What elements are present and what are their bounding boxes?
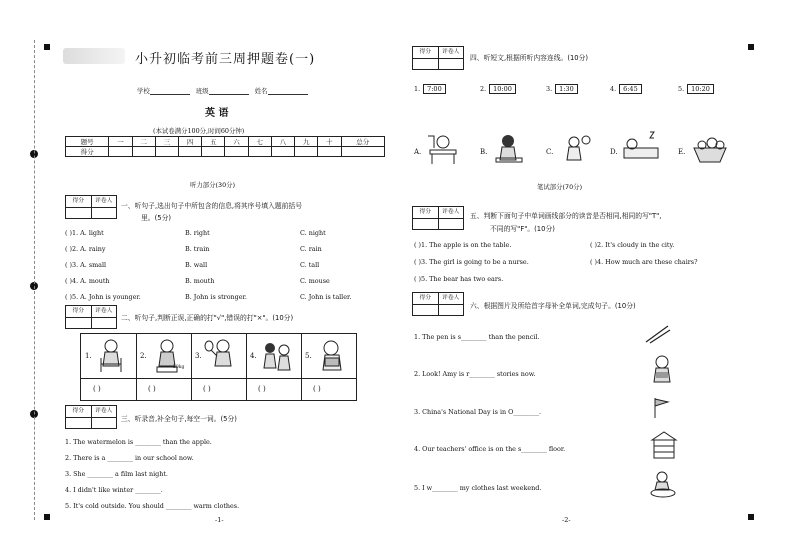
score-cell[interactable] (341, 147, 384, 157)
class-label: 班级 (195, 87, 209, 95)
grader-score-label: 得分 (413, 207, 439, 218)
q2-heading: 二、听句子,判断正误,正确的打"√",错误的打"×"。(10分) (121, 314, 294, 322)
weight-label: 50kg (173, 365, 185, 370)
q5-item[interactable]: ( )2. It's cloudy in the city. (590, 241, 675, 249)
score-header: 五 (202, 137, 225, 147)
listening-section-title: 听力部分(30分) (190, 181, 236, 189)
q3-item[interactable]: 5. It's cold outside. You should ________ warm clothes. (65, 502, 240, 510)
q6-item[interactable]: 2. Look! Amy is r________ stories now. (414, 370, 536, 378)
washing-clothes-icon (648, 470, 678, 498)
time-box: 7:00 (423, 84, 446, 94)
score-header-row (66, 137, 385, 147)
q6-item[interactable]: 5. I w________ my clothes last weekend. (414, 484, 542, 492)
score-header: 七 (248, 137, 271, 147)
q1-item: ( )2. A. rainy (65, 245, 106, 253)
score-header: 三 (155, 137, 178, 147)
school-label: 学校 (137, 87, 150, 95)
q4-time-item: 4. 6:45 (610, 84, 642, 94)
grader-reviewer-label: 评卷人 (95, 408, 113, 414)
q1-option-b: B. train (185, 245, 210, 253)
score-row (66, 147, 385, 157)
score-cell[interactable] (225, 147, 248, 157)
q1-option-c: C. John is taller. (300, 293, 352, 301)
q1-item: ( )4. A. mouth (65, 277, 110, 285)
q6-item[interactable]: 4. Our teachers' office is on the s________ floor. (414, 445, 566, 453)
q2-num: 3. (195, 352, 202, 360)
q4-time-item: 2. 10:00 (480, 84, 516, 94)
score-header: 十 (318, 137, 341, 147)
score-cell[interactable] (155, 147, 178, 157)
score-header: 题号 (66, 137, 109, 147)
grader-score-label: 得分 (66, 406, 92, 417)
grader-reviewer-label: 评卷人 (95, 308, 113, 314)
q1-option-c: C. mouse (300, 277, 330, 285)
grader-reviewer-label: 评卷人 (442, 49, 460, 55)
q2-num: 5. (305, 352, 312, 360)
score-header: 六 (225, 137, 248, 147)
q1-option-c: C. tall (300, 261, 320, 269)
score-cell[interactable] (202, 147, 225, 157)
desk-study-icon (426, 132, 460, 166)
q4-time-item: 1. 7:00 (414, 84, 446, 94)
q5-item[interactable]: ( )4. How much are these chairs? (590, 258, 698, 266)
score-header: 八 (271, 137, 294, 147)
q5-item[interactable]: ( )3. The girl is going to be a nurse. (414, 258, 529, 266)
q2-num: 1. (85, 352, 92, 360)
score-row-label: 得分 (66, 147, 109, 157)
corner-marker (44, 44, 50, 50)
grader-reviewer-label: 评卷人 (95, 198, 113, 204)
score-header: 九 (295, 137, 318, 147)
score-table (65, 136, 385, 157)
basketball-player-icon (558, 132, 592, 166)
page-number: -2- (562, 516, 571, 524)
name-label: 姓名 (254, 87, 268, 95)
tennis-player-icon (203, 338, 241, 374)
q5-item[interactable]: ( )5. The bear has two ears. (414, 275, 504, 283)
q1-option-b: B. wall (185, 261, 208, 269)
q1-item: ( )1. A. light (65, 229, 104, 237)
q2-picture-box (80, 333, 357, 401)
q1-option-b: B. mouth (185, 277, 215, 285)
written-section-title: 笔试部分(70分) (537, 183, 583, 191)
grader-box (65, 305, 117, 329)
subject-title: 英 语 (205, 108, 229, 119)
q5-item[interactable]: ( )1. The apple is on the table. (414, 241, 512, 249)
q1-option-c: C. night (300, 229, 326, 237)
q6-item[interactable]: 3. China's National Day is in O________. (414, 408, 541, 416)
score-header: 总分 (341, 137, 384, 147)
score-header: 二 (132, 137, 155, 147)
grader-box (65, 405, 117, 429)
q4-time-item: 3. 1:30 (546, 84, 578, 94)
score-cell[interactable] (271, 147, 294, 157)
flag-icon (652, 396, 672, 420)
boy-writing-icon (492, 132, 526, 166)
time-box: 1:30 (555, 84, 578, 94)
q4-heading: 四、听短文,根据所听内容连线。(10分) (470, 54, 589, 62)
q2-num: 4. (250, 352, 257, 360)
q2-num: 2. (140, 352, 147, 360)
q4-letter: A. (414, 148, 422, 156)
q2-answer-blank[interactable]: ( ) (148, 385, 156, 393)
pen-pencil-icon (644, 322, 672, 344)
exam-title: 小升初临考前三周押题卷(一) (135, 52, 316, 67)
time-box: 6:45 (619, 84, 642, 94)
time-box: 10:00 (489, 84, 516, 94)
score-header: 四 (179, 137, 202, 147)
score-cell[interactable] (248, 147, 271, 157)
binding-line (34, 40, 35, 520)
q4-letter: D. (610, 148, 618, 156)
q5-heading: 五、判断下面句子中单词画线部分的读音是否相同,相同的写"T", (470, 212, 662, 220)
q4-letter: B. (480, 148, 488, 156)
q6-item[interactable]: 1. The pen is s________ than the pencil. (414, 333, 540, 341)
grader-box (412, 206, 464, 230)
q6-heading: 六、根据图片及所给首字母补全单词,完成句子。(10分) (470, 302, 636, 310)
grader-reviewer-label: 评卷人 (442, 209, 460, 215)
q2-answer-blank[interactable]: ( ) (258, 385, 266, 393)
score-cell[interactable] (295, 147, 318, 157)
sleeping-boy-icon (622, 130, 662, 166)
q2-answer-blank[interactable]: ( ) (93, 385, 101, 393)
info-line (137, 86, 308, 95)
page-right (412, 40, 752, 530)
grader-box (412, 292, 464, 316)
grader-score-label: 得分 (413, 47, 439, 58)
q1-item: ( )5. A. John is younger. (65, 293, 141, 301)
publisher-logo (63, 48, 125, 64)
q1-option-c: C. rain (300, 245, 322, 253)
score-header: 一 (109, 137, 132, 147)
q3-heading: 三、听录音,补全句子,每空一词。(5分) (121, 415, 237, 423)
food-basket-icon (690, 134, 730, 166)
q4-letter: C. (546, 148, 554, 156)
q2-answer-blank[interactable]: ( ) (203, 385, 211, 393)
q1-option-b: B. John is stronger. (185, 293, 247, 301)
building-floors-icon (650, 430, 678, 460)
reading-girl-icon (313, 338, 351, 374)
score-cell[interactable] (318, 147, 341, 157)
page-number: -1- (215, 516, 224, 524)
corner-marker (44, 514, 50, 520)
q2-answer-blank[interactable]: ( ) (313, 385, 321, 393)
kids-playing-icon (258, 338, 296, 374)
q1-heading-cont: 里。(5分) (141, 214, 172, 222)
exam-note: (本试卷满分100分,时间60分钟) (153, 127, 245, 135)
q1-option-b: B. right (185, 229, 210, 237)
time-box: 10:20 (687, 84, 714, 94)
score-cell[interactable] (179, 147, 202, 157)
grader-score-label: 得分 (66, 196, 92, 207)
q4-time-item: 5. 10:20 (678, 84, 714, 94)
q3-item[interactable]: 4. I didn't like winter ________. (65, 486, 163, 494)
q5-heading-cont: 不同的写"F"。(10分) (490, 225, 555, 233)
q3-item[interactable]: 3. She ________ a film last night. (65, 470, 168, 478)
grader-score-label: 得分 (413, 293, 439, 304)
q1-heading: 一、听句子,选出句子中所包含的信息,将其序号填入题前括号 (121, 202, 303, 210)
q3-item[interactable]: 1. The watermelon is ________ than the apple. (65, 438, 212, 446)
score-cell[interactable] (132, 147, 155, 157)
q1-item: ( )3. A. small (65, 261, 107, 269)
grader-box (412, 46, 464, 70)
grader-reviewer-label: 评卷人 (442, 295, 460, 301)
grader-score-label: 得分 (66, 306, 92, 317)
girl-on-chair-icon (95, 338, 129, 374)
q4-letter: E. (678, 148, 686, 156)
q3-item[interactable]: 2. There is a ________ in our school now. (65, 454, 194, 462)
page-left (55, 40, 390, 530)
grader-box (65, 195, 117, 219)
score-cell[interactable] (109, 147, 132, 157)
girl-reading-icon (648, 354, 676, 384)
